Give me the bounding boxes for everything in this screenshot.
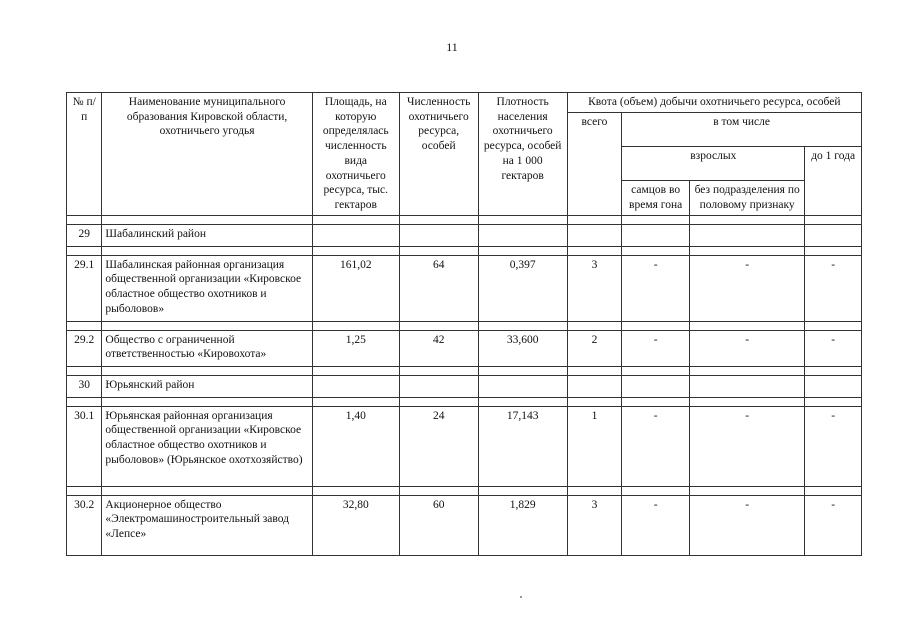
row-population: 60 xyxy=(399,495,478,555)
header-quota: Квота (объем) добычи охотничьего ресурса, особей xyxy=(567,93,861,113)
row-name: Шабалинский район xyxy=(102,224,312,246)
header-no-sex-division: без подразделения по половому признаку xyxy=(690,181,805,215)
table-row xyxy=(67,255,862,321)
header-population: Численность охотничьего ресурса, особей xyxy=(399,93,478,216)
row-num: 30.2 xyxy=(67,495,102,555)
header-name: Наименование муниципального образования Кировской области, охотничьего угодья xyxy=(102,93,312,216)
row-population: 42 xyxy=(399,330,478,366)
row-density: 0,397 xyxy=(478,255,567,321)
table-row xyxy=(67,406,862,486)
row-no-sex: - xyxy=(690,406,805,486)
header-separator-row xyxy=(67,215,862,224)
row-num: 29.2 xyxy=(67,330,102,366)
row-num: 30 xyxy=(67,375,102,397)
table-row xyxy=(67,224,862,246)
row-under-one: - xyxy=(805,495,862,555)
row-no-sex: - xyxy=(690,330,805,366)
row-population: 64 xyxy=(399,255,478,321)
row-males-rut: - xyxy=(622,255,690,321)
row-name: Шабалинская районная организация общественной организации «Кировское областное общество охотников и рыболовов» xyxy=(102,255,312,321)
table-body xyxy=(67,224,862,555)
header-including: в том числе xyxy=(622,112,862,146)
row-num: 29.1 xyxy=(67,255,102,321)
row-name: Акционерное общество «Электромашиностроительный завод «Лепсе» xyxy=(102,495,312,555)
row-under-one: - xyxy=(805,255,862,321)
row-no-sex: - xyxy=(690,255,805,321)
row-area: 32,80 xyxy=(312,495,399,555)
row-density: 33,600 xyxy=(478,330,567,366)
row-total: 3 xyxy=(567,255,622,321)
header-under-one: до 1 года xyxy=(805,147,862,216)
row-area: 161,02 xyxy=(312,255,399,321)
table-row xyxy=(67,330,862,366)
header-area: Площадь, на которую определялась численность вида охотничьего ресурса, тыс. гектаров xyxy=(312,93,399,216)
row-name: Общество с ограниченной ответственностью «Кировохота» xyxy=(102,330,312,366)
row-under-one: - xyxy=(805,330,862,366)
row-total: 3 xyxy=(567,495,622,555)
header-total: всего xyxy=(567,112,622,215)
row-males-rut: - xyxy=(622,406,690,486)
row-num: 30.1 xyxy=(67,406,102,486)
header-males-rut: самцов во время гона xyxy=(622,181,690,215)
row-total: 2 xyxy=(567,330,622,366)
quota-table xyxy=(66,92,862,556)
row-density: 1,829 xyxy=(478,495,567,555)
row-name: Юрьянская районная организация общественной организации «Кировское областное общество охотников и рыболовов» (Юрьянское охотхозяйство) xyxy=(102,406,312,486)
page-number: 11 xyxy=(446,40,458,54)
row-area: 1,25 xyxy=(312,330,399,366)
row-density: 17,143 xyxy=(478,406,567,486)
header-density: Плотность населения охотничьего ресурса, особей на 1 000 гектаров xyxy=(478,93,567,216)
row-under-one: - xyxy=(805,406,862,486)
row-area: 1,40 xyxy=(312,406,399,486)
row-total: 1 xyxy=(567,406,622,486)
table-row xyxy=(67,495,862,555)
row-males-rut: - xyxy=(622,330,690,366)
row-population: 24 xyxy=(399,406,478,486)
row-num: 29 xyxy=(67,224,102,246)
header-adults: взрослых xyxy=(622,147,805,181)
header-num: № п/п xyxy=(67,93,102,216)
scan-dot xyxy=(520,596,522,598)
table-row xyxy=(67,375,862,397)
row-name: Юрьянский район xyxy=(102,375,312,397)
row-males-rut: - xyxy=(622,495,690,555)
table-header xyxy=(67,93,862,225)
row-no-sex: - xyxy=(690,495,805,555)
